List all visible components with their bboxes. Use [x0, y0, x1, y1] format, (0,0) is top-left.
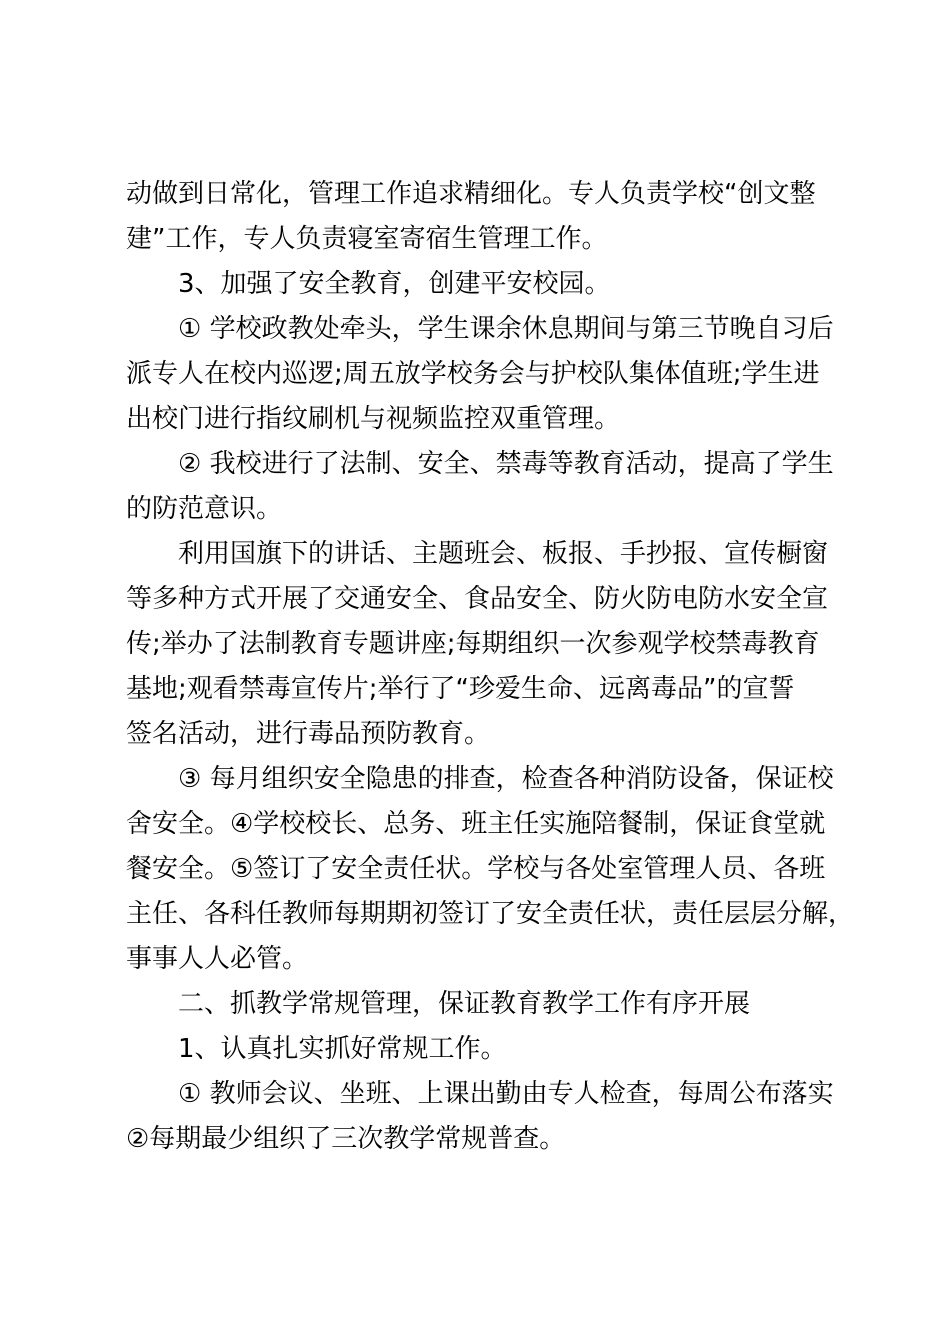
text-line: 利用国旗下的讲话、主题班会、板报、手抄报、宣传橱窗 [178, 539, 829, 569]
text-line: 主任、各科任教师每期期初签订了安全责任状，责任层层分解， [126, 899, 855, 929]
text-line: 的防范意识。 [126, 494, 283, 524]
text-line: 基地;观看禁毒宣传片;举行了“珍爱生命、远离毒品”的宣誓 [126, 674, 795, 704]
subsection-heading: 1、认真扎实抓好常规工作。 [178, 1034, 507, 1064]
section-heading: 二、抓教学常规管理，保证教育教学工作有序开展 [178, 989, 751, 1019]
text-line: 建”工作，专人负责寝室寄宿生管理工作。 [126, 224, 608, 254]
text-line: ① 学校政教处牵头，学生课余休息期间与第三节晚自习后 [178, 314, 834, 344]
text-line: ① 教师会议、坐班、上课出勤由专人检查，每周公布落实 [178, 1079, 834, 1109]
text-line: ② 我校进行了法制、安全、禁毒等教育活动，提高了学生 [178, 449, 834, 479]
text-line: 事事人人必管。 [126, 944, 309, 974]
text-line: 派专人在校内巡逻;周五放学校务会与护校队集体值班;学生进 [126, 359, 820, 389]
text-line: 动做到日常化，管理工作追求精细化。专人负责学校“创文整 [126, 179, 816, 209]
text-line: 等多种方式开展了交通安全、食品安全、防火防电防水安全宣 [126, 584, 829, 614]
text-line: ②每期最少组织了三次教学常规普查。 [126, 1124, 566, 1154]
text-line: ③ 每月组织安全隐患的排查，检查各种消防设备，保证校 [178, 764, 834, 794]
section-heading: 3、加强了安全教育，创建平安校园。 [178, 269, 611, 299]
text-line: 舍安全。④学校校长、总务、班主任实施陪餐制，保证食堂就 [126, 809, 826, 839]
text-line: 出校门进行指纹刷机与视频监控双重管理。 [126, 404, 621, 434]
text-line: 传;举办了法制教育专题讲座;每期组织一次参观学校禁毒教育 [126, 629, 820, 659]
text-line: 签名活动，进行毒品预防教育。 [126, 719, 491, 749]
text-line: 餐安全。⑤签订了安全责任状。学校与各处室管理人员、各班 [126, 854, 826, 884]
